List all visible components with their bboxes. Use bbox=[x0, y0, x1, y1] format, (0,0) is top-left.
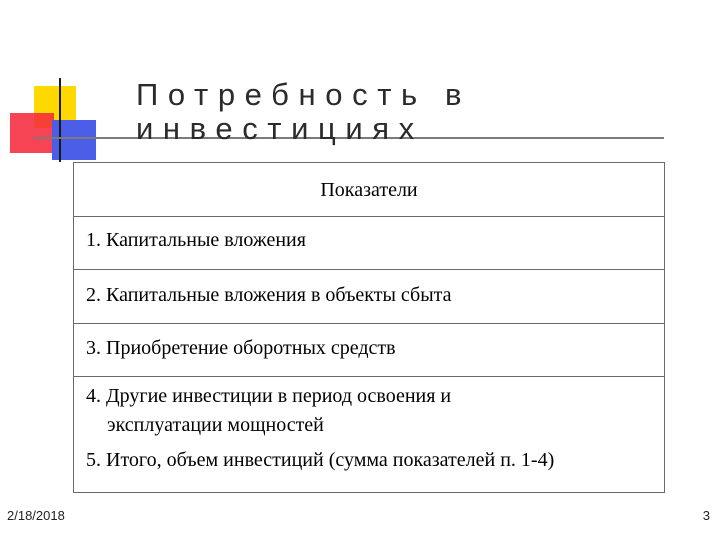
table-row bbox=[74, 324, 664, 377]
red-square bbox=[10, 113, 54, 153]
row-text: 2. Капитальные вложения в объекты сбыта bbox=[86, 284, 452, 306]
slide-date: 2/18/2018 bbox=[7, 508, 65, 523]
slide-decoration bbox=[0, 0, 120, 170]
slide-title bbox=[136, 78, 556, 146]
table-row bbox=[74, 270, 664, 324]
table-header-row bbox=[74, 163, 664, 217]
vertical-rule bbox=[59, 78, 61, 162]
title-line-2: инвестициях bbox=[136, 111, 424, 146]
table-row bbox=[74, 217, 664, 270]
row-text-total: 5. Итого, объем инвестиций (сумма показателей п. 1-4) bbox=[86, 449, 555, 471]
table-header: Показатели bbox=[320, 179, 418, 201]
page-number: 3 bbox=[702, 508, 710, 523]
row-text-continuation: эксплуатации мощностей bbox=[107, 414, 324, 436]
row-text: 1. Капитальные вложения bbox=[86, 229, 306, 251]
row-text: 3. Приобретение оборотных средств bbox=[86, 337, 396, 359]
row-text: 4. Другие инвестиции в период освоения и bbox=[86, 385, 452, 407]
title-line-1: Потребность в bbox=[136, 77, 472, 112]
table-row bbox=[74, 377, 664, 494]
indicators-table bbox=[73, 162, 665, 493]
